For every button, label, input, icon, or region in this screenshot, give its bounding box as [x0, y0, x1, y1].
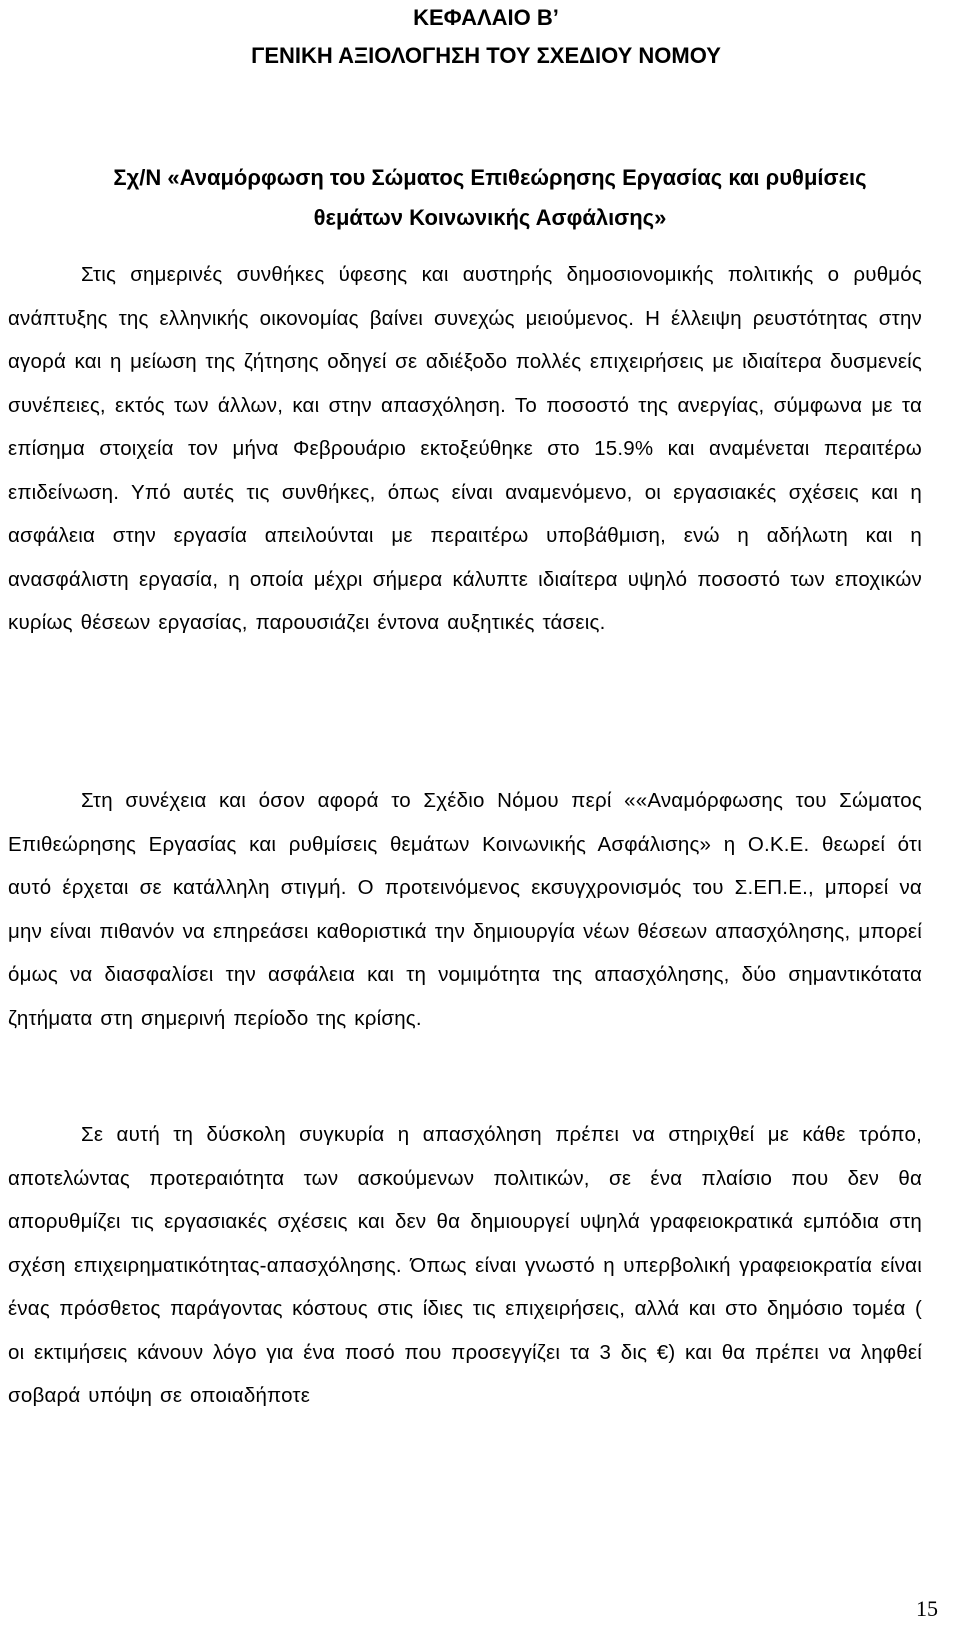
paragraph-1: Στις σημερινές συνθήκες ύφεσης και αυστηρής δημοσιονομικής πολιτικής ο ρυθμός ανάπτυξης της ελληνικής οικονομίας βαίνει συνεχώς μειούμενος. Η έλλειψη ρευστότητας στην αγορά και η μείωση της ζήτησης οδηγεί σε αδιέξοδο πολλές επιχειρήσεις με ιδιαίτερα δυσμενείς συνέπειες, εκτός των άλλων, και στην απασχόληση. Το ποσοστό της ανεργίας, σύμφωνα με τα επίσημα στοιχεία τον μήνα Φεβρουάριο εκτοξεύθηκε στο 15.9% και αναμένεται περαιτέρω επιδείνωση. Υπό αυτές τις συνθήκες, όπως είναι αναμενόμενο, οι εργασιακές σχέσεις και η ασφάλεια στην εργασία απειλούνται με περαιτέρω υποβάθμιση, ενώ η αδήλωτη και η ανασφάλιστη εργασία, η οποία μέχρι σήμερα κάλυπτε ιδιαίτερα υψηλό ποσοστό των εποχικών κυρίως θέσεων εργασίας, παρουσιάζει έντονα αυξητικές τάσεις.	[8, 263, 922, 634]
paragraph-2: Στη συνέχεια και όσον αφορά το Σχέδιο Νόμου περί ««Αναμόρφωσης του Σώματος Επιθεώρησης Εργασίας και ρυθμίσεις θεμάτων Κοινωνικής Ασφάλισης» η Ο.Κ.Ε. θεωρεί ότι αυτό έρχεται σε κατάλληλη στιγμή. Ο προτεινόμενος εκσυγχρονισμός του Σ.ΕΠ.Ε., μπορεί να μην είναι πιθανόν να επηρεάσει καθοριστικά την δημιουργία νέων θέσεων απασχόλησης, μπορεί όμως να διασφαλίσει την ασφάλεια και τη νομιμότητα της απασχόλησης, δύο σημαντικότατα ζητήματα στη σημερινή περίοδο της κρίσης.	[8, 789, 922, 1030]
paragraph-3: Σε αυτή τη δύσκολη συγκυρία η απασχόληση πρέπει να στηριχθεί με κάθε τρόπο, αποτελώντας προτεραιότητα των ασκούμενων πολιτικών, σε ένα πλαίσιο που δεν θα απορυθμίζει τις εργασιακές σχέσεις και δεν θα δημιουργεί υψηλά γραφειοκρατικά εμπόδια στη σχέση επιχειρηματικότητας-απασχόλησης. Όπως είναι γνωστό η υπερβολική γραφειοκρατία είναι ένας πρόσθετος παράγοντας κόστους στις ίδιες τις επιχειρήσεις, αλλά και στο δημόσιο τομέα ( οι εκτιμήσεις κάνουν λόγο για ένα ποσό που προσεγγίζει τα 3 δις €) και θα πρέπει να ληφθεί σοβαρά υπόψη σε οποιαδήποτε	[8, 1123, 922, 1407]
bill-title: Σχ/Ν «Αναμόρφωση του Σώματος Επιθεώρησης Εργασίας και ρυθμίσεις θεμάτων Κοινωνικής Ασφάλισης»	[113, 165, 867, 230]
chapter-heading: ΚΕΦΑΛΑΙΟ Β’	[413, 5, 559, 30]
page-number: 15	[916, 1596, 938, 1621]
section-title: ΓΕΝΙΚΗ ΑΞΙΟΛΟΓΗΣΗ ΤΟΥ ΣΧΕΔΙΟΥ ΝΟΜΟΥ	[251, 43, 721, 68]
